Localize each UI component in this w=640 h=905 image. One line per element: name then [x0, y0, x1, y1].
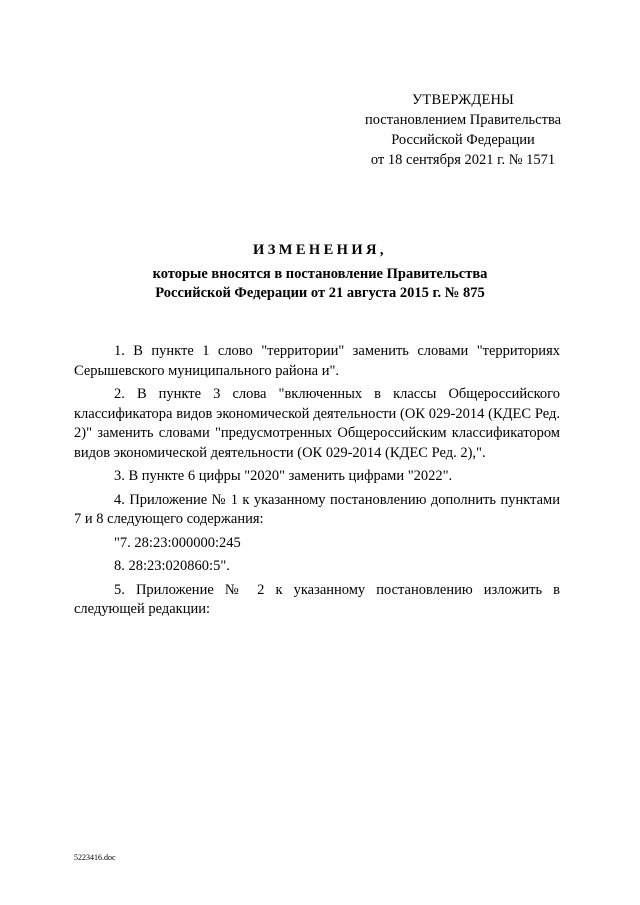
- approved-title: УТВЕРЖДЕНЫ: [411, 92, 515, 108]
- approval-line-date-number: от 18 сентября 2021 г. № 1571: [370, 152, 556, 168]
- item-4-entry-8: 8. 28:23:020860:5".: [114, 558, 230, 574]
- heading-subtitle-line1: которые вносятся в постановление Правительства: [152, 266, 488, 282]
- item-4-entry-7: "7. 28:23:000000:245: [114, 534, 241, 551]
- heading-subtitle-line2: Российской Федерации от 21 августа 2015 г. № 875: [155, 285, 485, 301]
- heading-title: ИЗМЕНЕНИЯ,: [253, 242, 387, 258]
- item-5: 5. Приложение № 2 к указанному постановлению изложить в следующей редакции:: [74, 581, 560, 617]
- approval-block: [330, 90, 596, 170]
- footer-document-code: 5223416.doc: [74, 853, 116, 862]
- approval-line-federation: Российской Федерации: [391, 132, 535, 148]
- item-2: 2. В пункте 3 слова "включенных в классы Общероссийского классификатора видов экономической деятельности (ОК 029-2014 (КДЕС Ред. 2)" заменить словами "предусмотренных Общероссийским классификатором видов экономической деятельности (ОК 029-2014 (КДЕС Ред. 2),".: [74, 386, 560, 461]
- item-3: 3. В пункте 6 цифры "2020" заменить цифрами "2022".: [114, 468, 453, 484]
- document-heading: [60, 241, 580, 303]
- document-body: [74, 342, 560, 620]
- item-4: 4. Приложение № 1 к указанному постановлению дополнить пунктами 7 и 8 следующего содержания:: [74, 491, 560, 527]
- approval-line-resolution: постановлением Правительства: [364, 112, 562, 128]
- item-1: 1. В пункте 1 слово "территории" заменить словами "территориях Серышевского муниципального района и".: [74, 343, 560, 379]
